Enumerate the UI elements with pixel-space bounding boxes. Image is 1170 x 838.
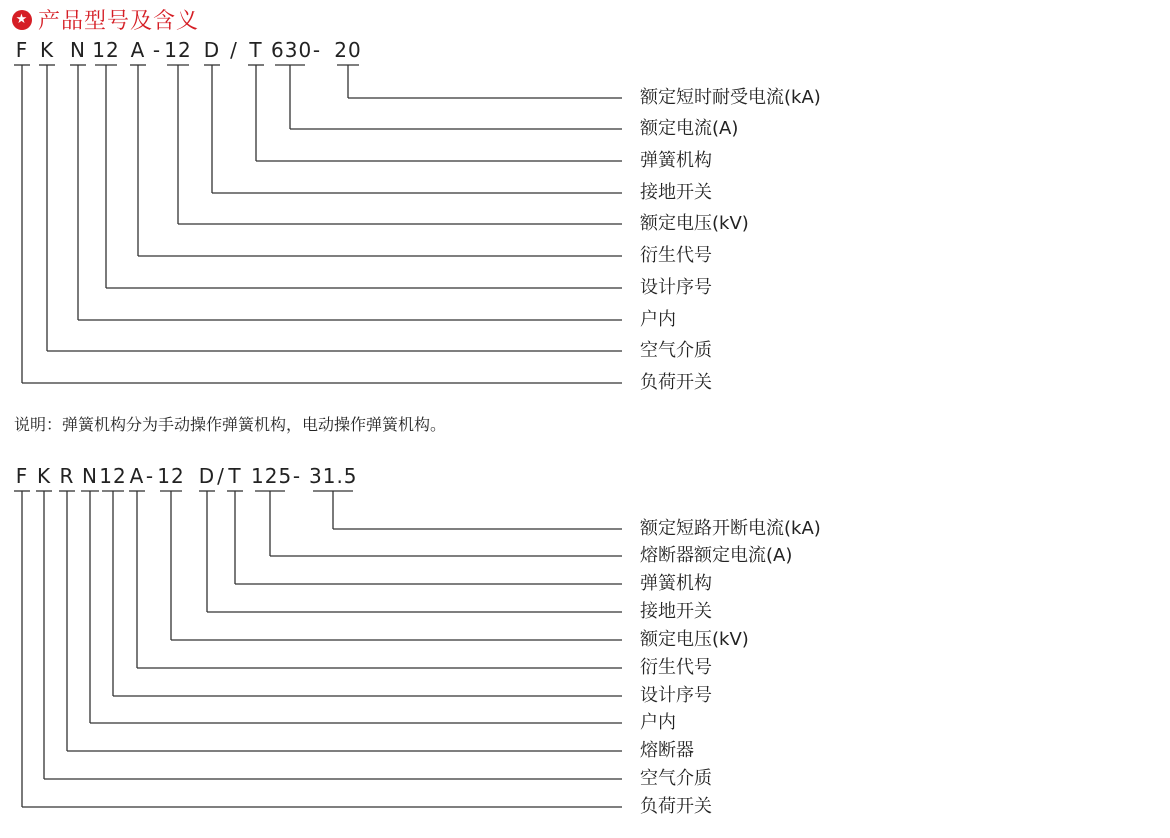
meaning-label: 设计序号: [640, 277, 712, 298]
code-segment: -: [145, 464, 155, 488]
code-segment: K: [36, 464, 52, 488]
code-segment: 31.5: [309, 464, 358, 488]
meaning-label: 负荷开关: [640, 796, 712, 817]
meaning-label: 额定电压(kV): [640, 213, 749, 234]
code-segment: 630: [271, 38, 313, 62]
meaning-label: 额定电压(kV): [640, 629, 749, 650]
meaning-label: 额定短时耐受电流(kA): [640, 87, 821, 108]
meaning-label: 空气介质: [640, 340, 712, 361]
code-segment: T: [228, 464, 242, 488]
code-segment: N: [82, 464, 98, 488]
code-segment: 12: [157, 464, 185, 488]
code-segment: 12: [99, 464, 127, 488]
star-badge-icon: ★: [12, 10, 32, 30]
code-segment: -: [312, 38, 322, 62]
meaning-label: 熔断器额定电流(A): [640, 545, 793, 566]
code-segment: F: [15, 38, 29, 62]
code-segment: R: [59, 464, 75, 488]
meaning-label: 衍生代号: [640, 657, 712, 678]
code-segment: A: [130, 38, 146, 62]
meaning-label: 空气介质: [640, 768, 712, 789]
code-segment: -: [152, 38, 162, 62]
code-segment: -: [292, 464, 302, 488]
meaning-label: 户内: [640, 712, 676, 733]
meaning-label: 弹簧机构: [640, 150, 712, 171]
section-title-text: 产品型号及含义: [38, 9, 200, 34]
code-segment: D: [203, 38, 221, 62]
meaning-label: 户内: [640, 309, 676, 330]
code-segment: F: [15, 464, 29, 488]
code-segment: 125: [251, 464, 293, 488]
meaning-label: 衍生代号: [640, 245, 712, 266]
code-segment: /: [217, 464, 225, 488]
code-segment: 20: [334, 38, 362, 62]
code-segment: N: [70, 38, 86, 62]
code-segment: /: [230, 38, 238, 62]
meaning-label: 弹簧机构: [640, 573, 712, 594]
code-segment: 12: [92, 38, 120, 62]
code-segment: 12: [164, 38, 192, 62]
meaning-label: 熔断器: [640, 740, 694, 761]
meaning-label: 额定短路开断电流(kA): [640, 518, 821, 539]
meaning-label: 设计序号: [640, 685, 712, 706]
code-segment: A: [129, 464, 145, 488]
mechanism-note: 说明：弹簧机构分为手动操作弹簧机构，电动操作弹簧机构。: [14, 415, 447, 434]
code-segment: T: [249, 38, 263, 62]
meaning-label: 额定电流(A): [640, 118, 739, 139]
code-segment: D: [198, 464, 216, 488]
meaning-label: 接地开关: [640, 601, 712, 622]
code-segment: K: [39, 38, 55, 62]
meaning-label: 负荷开关: [640, 372, 712, 393]
meaning-label: 接地开关: [640, 182, 712, 203]
